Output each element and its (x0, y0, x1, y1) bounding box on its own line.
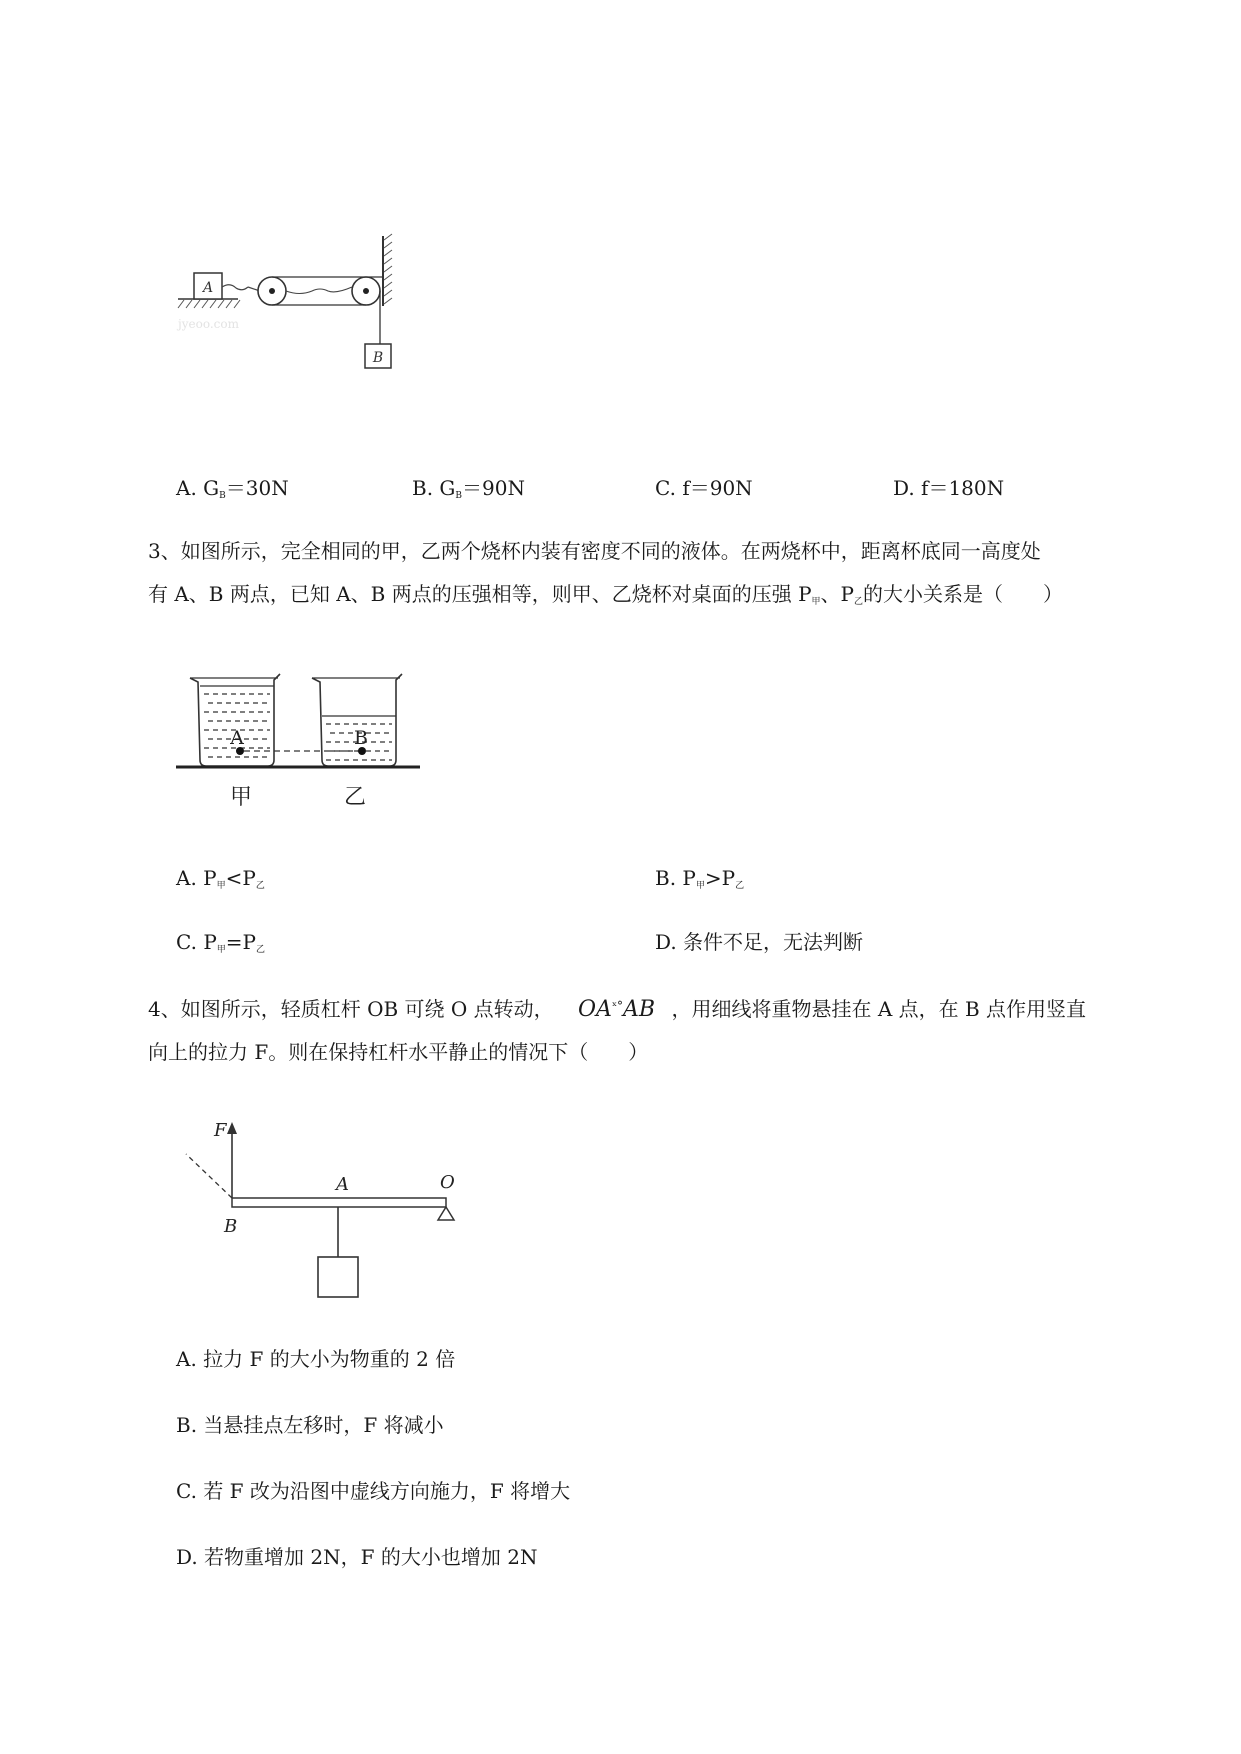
option-sub: B (219, 491, 226, 501)
option-value: ＝30N (225, 476, 289, 500)
q2-option-d[interactable] (893, 476, 1004, 500)
option-p: P (203, 866, 217, 890)
option-letter: B. (176, 1413, 198, 1437)
q4-option-b[interactable] (176, 1413, 444, 1437)
formula-glyph: ˣ° (611, 999, 624, 1013)
block-b-label: B (372, 350, 384, 366)
q4-line-1 (148, 985, 1158, 1031)
option-text: 拉力 F 的大小为物重的 2 倍 (203, 1347, 456, 1371)
label-jia: 甲 (230, 785, 253, 810)
option-letter: A. (176, 1347, 197, 1371)
option-value: ＝90N (689, 476, 753, 500)
option-p: P (203, 930, 217, 954)
q3-line-2-a: 有 A、B 两点，已知 A、B 两点的压强相等，则甲、乙烧杯对桌面的压强 P (148, 582, 812, 606)
option-sub-1: 甲 (695, 881, 705, 891)
sub-jia: 甲 (811, 597, 821, 607)
formula (578, 997, 655, 1022)
sub-yi: 乙 (854, 597, 864, 607)
pivot (438, 1207, 454, 1220)
lever-diagram (170, 1110, 480, 1310)
option-op: >P (704, 866, 736, 890)
label-f: F (214, 1120, 227, 1141)
option-op: <P (225, 866, 256, 890)
beaker-jia (190, 674, 280, 766)
option-letter: A. (176, 866, 197, 890)
option-var: G (439, 476, 456, 500)
option-var: G (203, 476, 220, 500)
option-p: P (682, 866, 696, 890)
q3-option-d[interactable] (655, 930, 863, 954)
q3-line-2-c: 的大小关系是（ ） (863, 582, 1064, 606)
q3-line-2-b: 、P (820, 582, 855, 606)
beakers-diagram (170, 660, 430, 820)
formula-left: OA (578, 997, 612, 1022)
q3-option-b[interactable] (655, 866, 744, 898)
q3-line-1: 3、如图所示，完全相同的甲，乙两个烧杯内装有密度不同的液体。在两烧杯中，距离杯底同一高度处 (148, 539, 1041, 563)
label-b: B (224, 1216, 238, 1237)
option-var: f (682, 476, 690, 500)
q2-option-c[interactable] (655, 476, 753, 500)
q4-stem (148, 985, 1158, 1074)
option-value: ＝180N (928, 476, 1005, 500)
label-o: O (440, 1172, 455, 1193)
beaker-yi (312, 674, 402, 766)
option-sub-1: 甲 (216, 881, 226, 891)
label-a: A (336, 1174, 349, 1195)
option-letter: C. (655, 476, 676, 500)
option-letter: D. (893, 476, 915, 500)
label-yi: 乙 (344, 785, 367, 810)
dashed-force-line (186, 1154, 232, 1198)
q4-line-1-a: 4、如图所示，轻质杠杆 OB 可绕 O 点转动， (148, 997, 554, 1021)
q3-option-c[interactable] (176, 930, 265, 962)
option-text: 若物重增加 2N，F 的大小也增加 2N (204, 1545, 538, 1569)
pulley-diagram (170, 230, 430, 380)
q4-option-c[interactable] (176, 1479, 570, 1503)
lever-bar (232, 1198, 446, 1207)
weight (318, 1257, 358, 1297)
q4-line-2: 向上的拉力 F。则在保持杠杆水平静止的情况下（ ） (148, 1040, 649, 1064)
option-var: f (921, 476, 929, 500)
option-op: =P (225, 930, 257, 954)
q3-stem (148, 530, 1158, 624)
option-letter: C. (176, 930, 197, 954)
option-letter: D. (176, 1545, 198, 1569)
option-text: 若 F 改为沿图中虚线方向施力，F 将增大 (203, 1479, 571, 1503)
point-a-label: A (230, 727, 244, 749)
q3-line-2 (148, 573, 1158, 624)
q2-option-b[interactable] (412, 476, 525, 508)
q3-option-a[interactable] (176, 866, 265, 898)
q4-line-1-b: ，用细线将重物悬挂在 A 点，在 B 点作用竖直 (671, 997, 1087, 1021)
block-a-label: A (202, 280, 214, 296)
option-sub-2: 乙 (255, 881, 265, 891)
option-sub-2: 乙 (256, 945, 266, 955)
option-value: ＝90N (462, 476, 525, 500)
option-letter: A. (176, 476, 197, 500)
q4-option-d[interactable] (176, 1545, 537, 1569)
option-sub-2: 乙 (735, 881, 745, 891)
q2-option-a[interactable] (176, 476, 289, 508)
point-b-label: B (354, 727, 368, 749)
option-letter: B. (412, 476, 434, 500)
option-letter: B. (655, 866, 677, 890)
option-sub-1: 甲 (216, 945, 226, 955)
option-sub: B (455, 491, 463, 501)
q4-option-a[interactable] (176, 1347, 455, 1371)
option-letter: D. (655, 930, 677, 954)
option-text: 当悬挂点左移时，F 将减小 (203, 1413, 444, 1437)
option-text: 条件不足，无法判断 (683, 930, 864, 954)
formula-right: AB (623, 997, 656, 1022)
option-letter: C. (176, 1479, 197, 1503)
watermark: jyeoo.com (178, 317, 239, 331)
